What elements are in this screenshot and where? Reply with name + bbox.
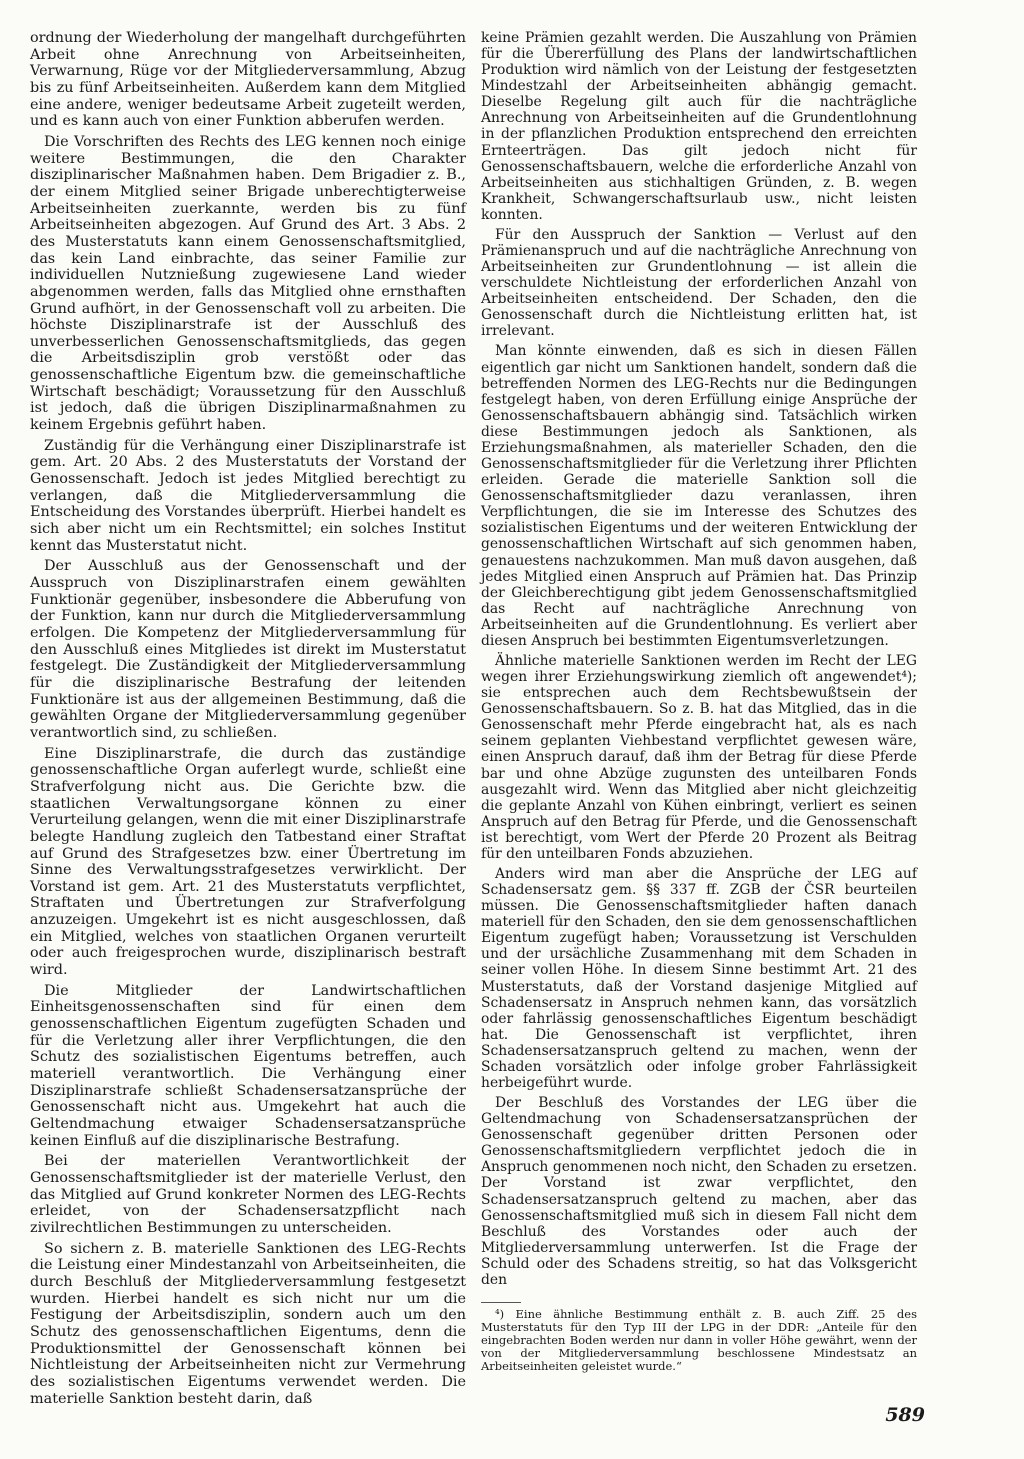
paragraph: Zuständig für die Verhängung einer Disziplinarstrafe ist gem. Art. 20 Abs. 2 des Musterstatuts der Vorstand der Genossenschaft. Jedoch ist jedes Mitglied berechtigt zu verlangen, daß die Mitgliederversammlung die Entscheidung des Vorstandes überprüft. Hierbei handelt es sich aber nicht um ein Rechtsmittel; ein solches Institut kennt das Musterstatut nicht.: [30, 437, 466, 554]
paragraph: So sichern z. B. materielle Sanktionen des LEG-Rechts die Leistung einer Mindestanzahl von Arbeitseinheiten, die durch Beschluß der Mitgliederversammlung festgesetzt wurden. Hierbei handelt es sich nicht nur um die Festigung der Arbeitsdisziplin, sondern auch um den Schutz des genossenschaftlichen Eigentums, denn die Produktionsmittel der Genossenschaft können bei Nichtleistung der Arbeitseinheiten nicht zur Vermehrung des sozialistischen Eigentums verwendet werden. Die materielle Sanktion besteht darin, daß: [30, 1240, 466, 1407]
paragraph: Die Vorschriften des Rechts des LEG kennen noch einige weitere Bestimmungen, die den Charakter disziplinarischer Maßnahmen haben. Dem Brigadier z. B., der einem Mitglied seiner Brigade unberechtigterweise Arbeitseinheiten zuerkannte, werden bis zu fünf Arbeitseinheiten abgezogen. Auf Grund des Art. 3 Abs. 2 des Musterstatuts kann einem Genossenschaftsmitglied, das kein Land einbrachte, das seiner Familie zur individuellen Nutznießung zugewiesene Land wieder abgenommen werden, falls das Mitglied ohne ernsthaften Grund aufhört, in der Genossenschaft voll zu arbeiten. Die höchste Disziplinarstrafe ist der Ausschluß des unverbesserlichen Genossenschaftsmitglieds, das gegen die Arbeitsdisziplin grob verstößt oder das genossenschaftliche Eigentum bzw. die gemeinschaftliche Wirtschaft beschädigt; Voraussetzung für den Ausschluß ist jedoch, daß die übrigen Disziplinarmaßnahmen zu keinem Ergebnis geführt haben.: [30, 133, 466, 434]
paragraph: Der Ausschluß aus der Genossenschaft und der Ausspruch von Disziplinarstrafen einem gewählten Funktionär gegenüber, insbesondere die Abberufung von der Funktion, kann nur durch die Mitgliederversammlung erfolgen. Die Kompetenz der Mitgliederversammlung für den Ausschluß eines Mitgliedes ist direkt im Musterstatut festgelegt. Die Zuständigkeit der Mitgliederversammlung für die disziplinarische Bestrafung der leitenden Funktionäre ist aus der allgemeinen Bestimmung, daß die gewählten Organe der Mitgliederversammlung gegenüber verantwortlich sind, zu schließen.: [30, 558, 466, 741]
paragraph: keine Prämien gezahlt werden. Die Auszahlung von Prämien für die Übererfüllung des Plans der landwirtschaftlichen Produktion wird nämlich von der Leistung der festgesetzten Mindestzahl der Arbeitseinheiten abhängig gemacht. Dieselbe Regelung gilt auch für die nachträgliche Anrechnung von Arbeitseinheiten auf die Grundentlohnung in der pflanzlichen Produktion entsprechend den erreichten Ernteerträgen. Das gilt jedoch nicht für Genossenschaftsbauern, welche die erforderliche Anzahl von Arbeitseinheiten aus stichhaltigen Gründen, z. B. wegen Krankheit, Schwangerschaftsurlaub usw., nicht leisten konnten.: [481, 30, 917, 223]
footnote-divider: [481, 1302, 521, 1303]
footnote-text: ⁴) Eine ähnliche Bestimmung enthält z. B. auch Ziff. 25 des Musterstatuts für den Typ III der LPG in der DDR: „Anteile für den eingebrachten Boden werden nur dann in voller Höhe gewährt, wenn der von der Mitgliederversammlung beschlossene Mindestsatz an Arbeitseinheiten geleistet wurde.“: [481, 1307, 917, 1373]
right-text-column: [481, 30, 917, 1292]
left-text-column: [30, 30, 466, 1411]
paragraph: ordnung der Wiederholung der mangelhaft durchgeführten Arbeit ohne Anrechnung von Arbeitseinheiten, Verwarnung, Rüge vor der Mitgliederversammlung, Abzug bis zu fünf Arbeitseinheiten. Außerdem kann dem Mitglied eine andere, weniger bedeutsame Arbeit zugeteilt werden, und es kann auch von einer Funktion abberufen werden.: [30, 30, 466, 130]
footnote: [481, 1308, 917, 1373]
paragraph: Bei der materiellen Verantwortlichkeit der Genossenschaftsmitglieder ist der materielle Verlust, den das Mitglied auf Grund konkreter Normen des LEG-Rechts erleidet, von der Schadensersatzpflicht nach zivilrechtlichen Bestimmungen zu unterscheiden.: [30, 1153, 466, 1236]
paragraph: Ähnliche materielle Sanktionen werden im Recht der LEG wegen ihrer Erziehungswirkung ziemlich oft angewendet⁴); sie entsprechen auch dem Rechtsbewußtsein der Genossenschaftsbauern. So z. B. hat das Mitglied, das in die Genossenschaft mehr Pferde eingebracht hat, als es nach seinem geplanten Viehbestand verpflichtet gewesen wäre, einen Anspruch darauf, daß ihm der Betrag für diese Pferde bar und ohne Abzüge zugunsten des unteilbaren Fonds ausgezahlt wird. Wenn das Mitglied aber nicht gleichzeitig die geplante Anzahl von Kühen einbringt, verliert es seinen Anspruch auf den Betrag für Pferde, und die Genossenschaft ist berechtigt, vom Wert der Pferde 20 Prozent als Beitrag für den unteilbaren Fonds abzuziehen.: [481, 652, 917, 862]
paragraph: Man könnte einwenden, daß es sich in diesen Fällen eigentlich gar nicht um Sanktionen handelt, sondern daß die betreffenden Normen des LEG-Rechts nur die Bedingungen festgelegt haben, von deren Erfüllung einige Ansprüche der Genossenschaftsbauern abhängig sind. Tatsächlich wirken diese Bestimmungen jedoch als Sanktionen, als Erziehungsmaßnahmen, als materieller Schaden, den die Genossenschaftsmitglieder für die Verletzung ihrer Pflichten erleiden. Gerade die materielle Sanktion soll die Genossenschaftsmitglieder dazu veranlassen, ihren Verpflichtungen, die sie im Interesse des Schutzes des sozialistischen Eigentums und der weiteren Entwicklung der genossenschaftlichen Wirtschaft auf sich genommen haben, genauestens nachzukommen. Man muß davon ausgehen, daß jedes Mitglied einen Anspruch auf Prämien hat. Das Prinzip der Gleichberechtigung gibt jedem Genossenschaftsmitglied das Recht auf nachträgliche Anrechnung von Arbeitseinheiten auf die Grundentlohnung. Es verliert aber diesen Anspruch bei bestimmten Eigentumsverletzungen.: [481, 343, 917, 649]
paragraph: Der Beschluß des Vorstandes der LEG über die Geltendmachung von Schadensersatzansprüchen der Genossenschaft gegenüber dritten Personen oder Genossenschaftsmitgliedern verpflichtet jedoch die in Anspruch genommenen noch nicht, den Schaden zu ersetzen. Der Vorstand ist zwar verpflichtet, den Schadensersatzanspruch geltend zu machen, aber das Genossenschaftsmitglied muß sich in diesem Fall nicht dem Beschluß des Vorstandes oder auch der Mitgliederversammlung unterwerfen. Ist die Frage der Schuld oder des Schadens streitig, so hat das Volksgericht den: [481, 1095, 917, 1288]
page-number: 589: [885, 1404, 925, 1426]
paragraph: Die Mitglieder der Landwirtschaftlichen Einheitsgenossenschaften sind für einen dem genossenschaftlichen Eigentum zugefügten Schaden und für die Verletzung aller ihrer Verpflichtungen, die den Schutz des sozialistischen Eigentums betreffen, auch materiell verantwortlich. Die Verhängung einer Disziplinarstrafe schließt Schadensersatzansprüche der Genossenschaft nicht aus. Umgekehrt hat auch die Geltendmachung etwaiger Schadensersatzansprüche keinen Einfluß auf die disziplinarische Bestrafung.: [30, 982, 466, 1149]
paragraph: Für den Ausspruch der Sanktion — Verlust auf den Prämienanspruch und auf die nachträgliche Anrechnung von Arbeitseinheiten zur Grundentlohnung — ist allein die verschuldete Nichtleistung der erforderlichen Anzahl von Arbeitseinheiten entscheidend. Der Schaden, den die Genossenschaft durch die Nichtleistung erlitten hat, ist irrelevant.: [481, 226, 917, 340]
paragraph: Anders wird man aber die Ansprüche der LEG auf Schadensersatz gem. §§ 337 ff. ZGB der ČSR beurteilen müssen. Die Genossenschaftsmitglieder haften danach materiell für den Schaden, den sie dem genossenschaftlichen Eigentum zugefügt haben; Voraussetzung ist Verschulden und der ursächliche Zusammenhang mit dem Schaden in seiner vollen Höhe. In diesem Sinne bestimmt Art. 21 des Musterstatuts, daß der Vorstand dasjenige Mitglied auf Schadensersatz in Anspruch nehmen kann, das vorsätzlich oder fahrlässig genossenschaftliches Eigentum beschädigt hat. Die Genossenschaft ist verpflichtet, ihren Schadensersatzanspruch geltend zu machen, wenn der Schaden vorsätzlich oder infolge grober Fahrlässigkeit herbeigeführt wurde.: [481, 865, 917, 1091]
paragraph: Eine Disziplinarstrafe, die durch das zuständige genossenschaftliche Organ auferlegt wurde, schließt eine Strafverfolgung nicht aus. Die Gerichte bzw. die staatlichen Verwaltungsorgane können zu einer Verurteilung gelangen, wenn die mit einer Disziplinarstrafe belegte Handlung zugleich den Tatbestand einer Straftat auf Grund des Strafgesetzes bzw. einer Übertretung im Sinne des Verwaltungsstrafgesetzes verwirklicht. Der Vorstand ist gem. Art. 21 des Musterstatuts verpflichtet, Straftaten und Übertretungen zur Strafverfolgung anzuzeigen. Umgekehrt ist es nicht ausgeschlossen, daß ein Mitglied, welches von staatlichen Organen verurteilt oder auch freigesprochen wurde, disziplinarisch bestraft wird.: [30, 745, 466, 979]
